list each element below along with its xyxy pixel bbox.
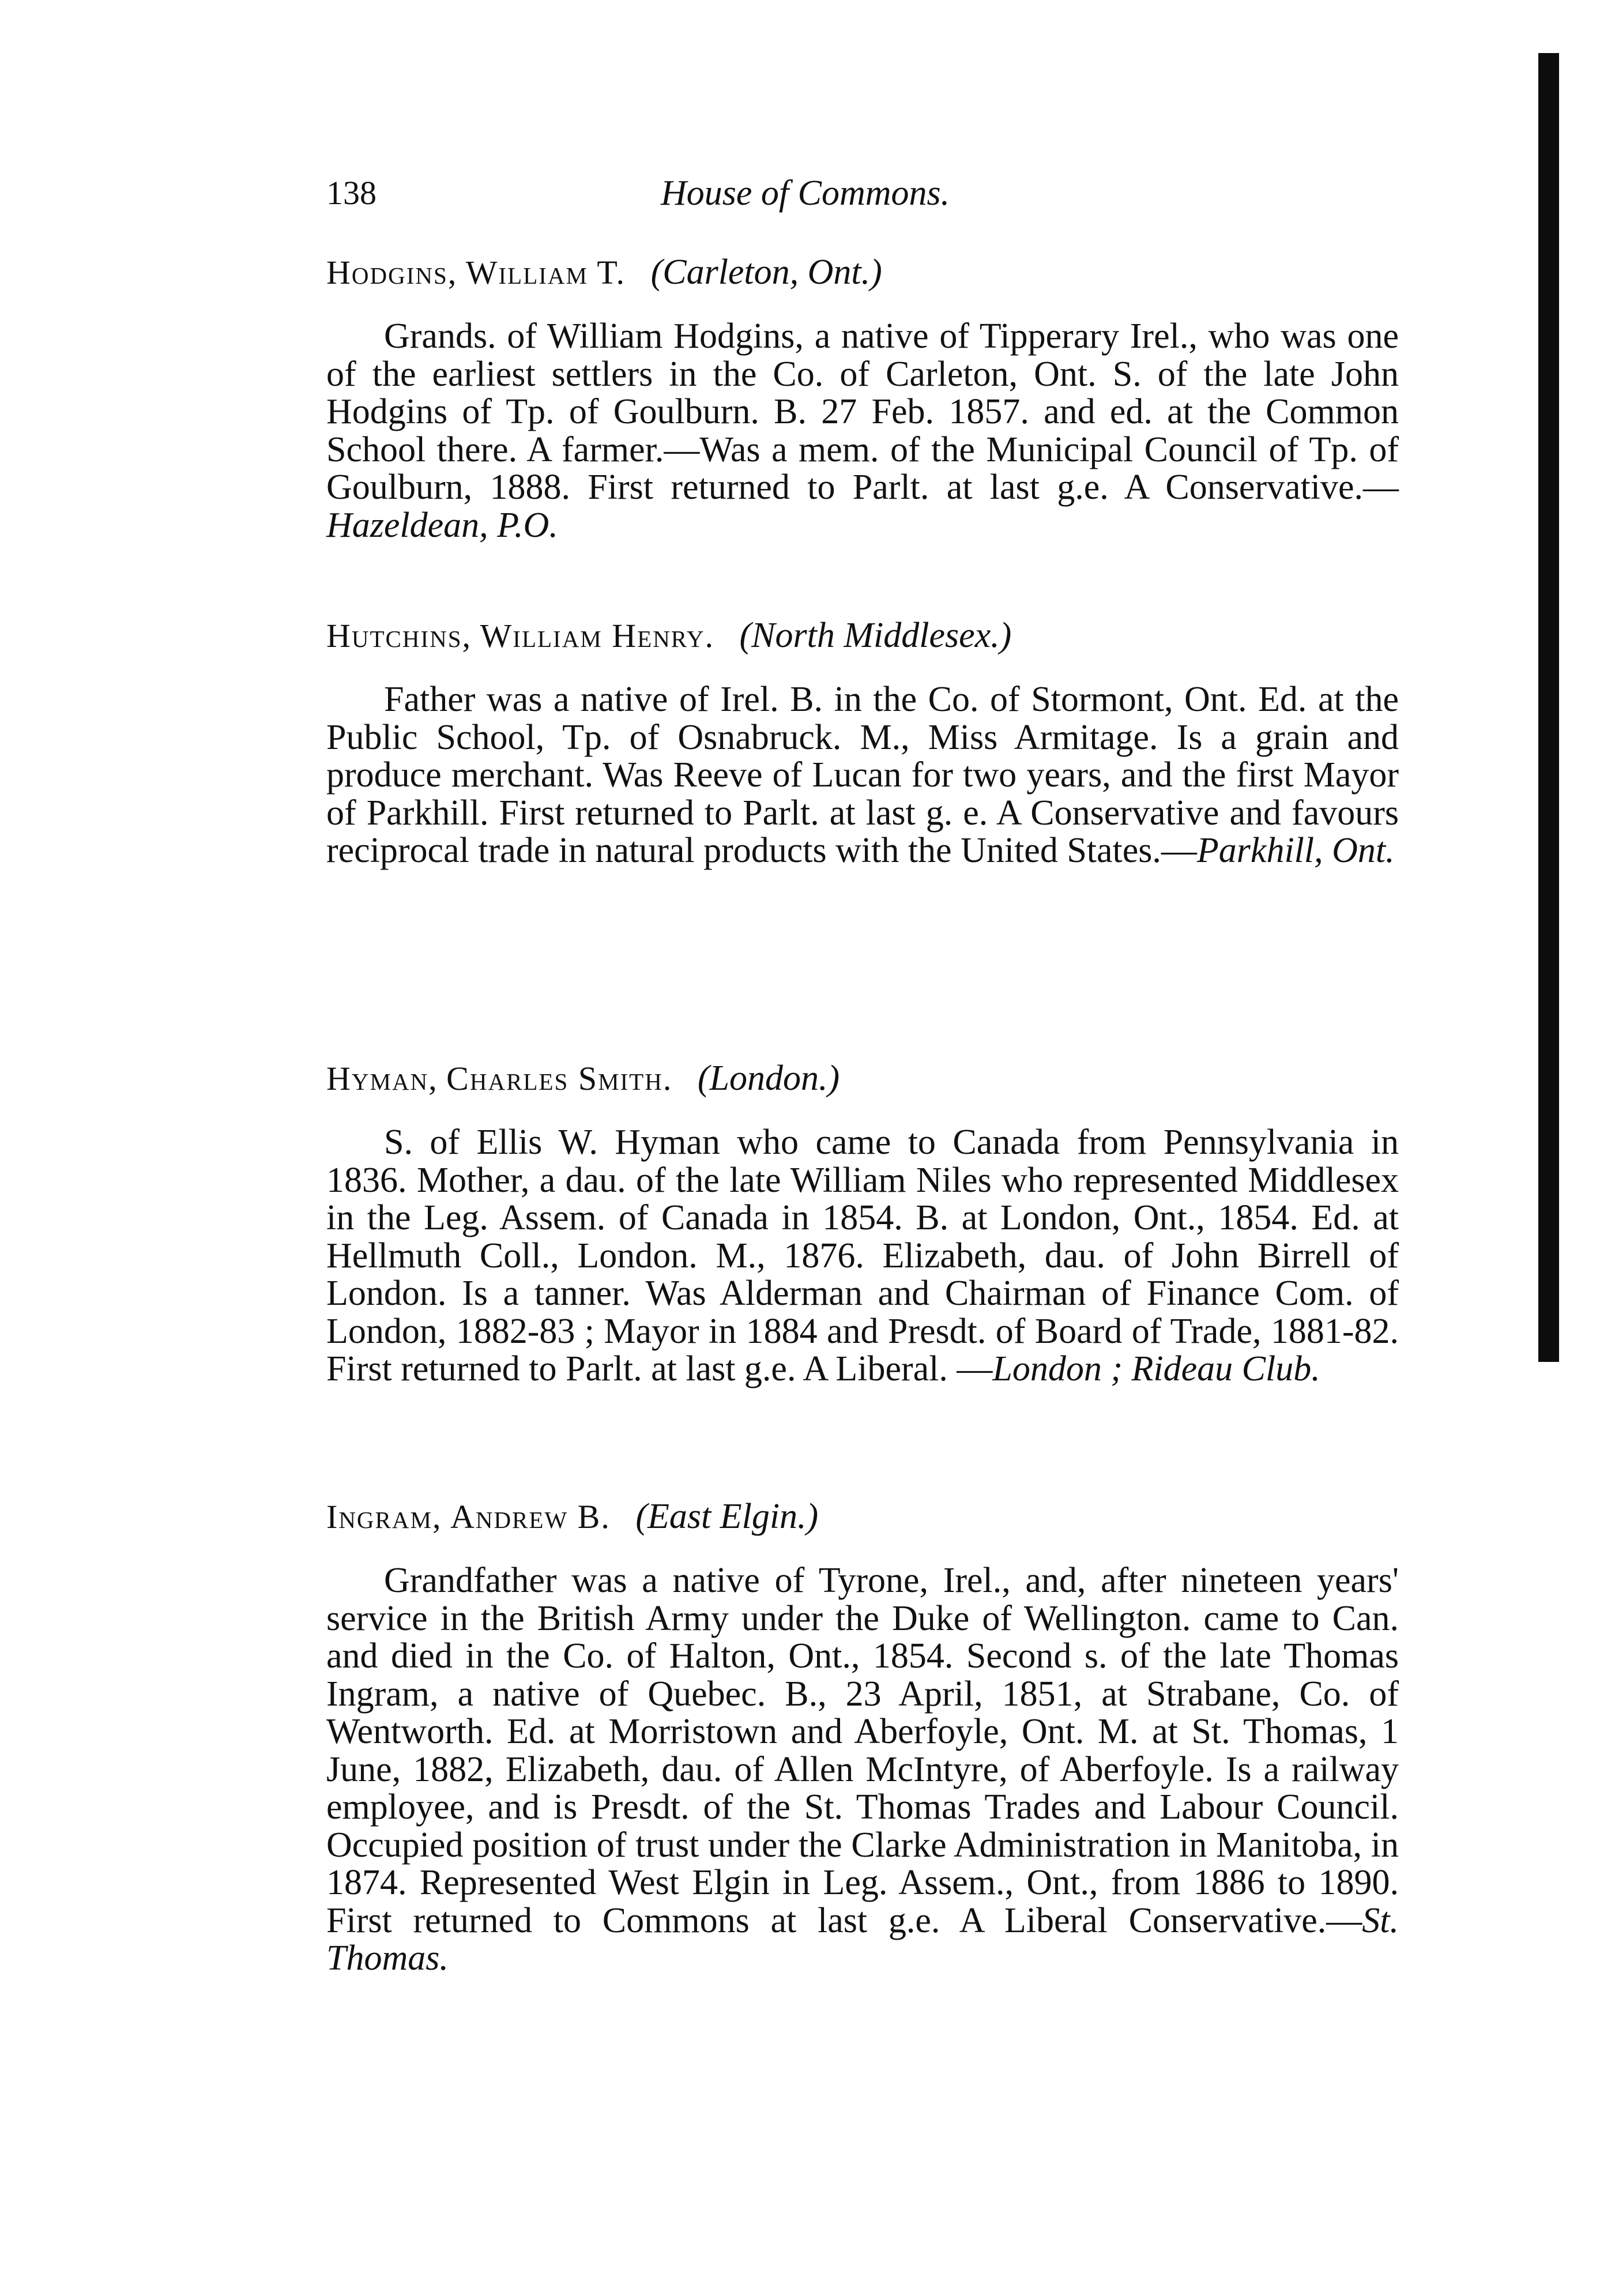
entry-riding: (East Elgin.) [635,1497,819,1536]
entry-given-names: William Henry. [480,617,714,654]
entry-surname: Ingram, [326,1498,442,1535]
running-title: House of Commons. [661,174,950,213]
entry-residence: London ; Rideau Club. [992,1349,1320,1388]
entry-riding: (London.) [697,1059,840,1098]
entry-body-text: Grands. of William Hodgins, a native of Tipperary Irel., who was one of the earliest settlers in the Co. of Carleton, Ont. S. of the late John Hodgins of Tp. of Goulburn. B. 27 Feb. 1857. and ed. at the Common School there. A farmer.—Was a mem. of the Municipal Council of Tp. of Goulburn, 1888. First returned to Parlt. at last g.e. A Conservative.— [326,317,1399,507]
scan-margin-bar [1538,53,1559,1362]
entry-body [326,1562,1399,1978]
entry-body-text: Father was a native of Irel. B. in the Co. of Stormont, Ont. Ed. at the Public School, Tp. of Osnabruck. M., Miss Armitage. Is a grain and produce merchant. Was Reeve of Lucan for two years, and the first Mayor of Parkhill. First returned to Parlt. at last g. e. A Conservative and favours reciprocal trade in natural products with the United States.— [326,680,1399,870]
entry-given-names: Charles Smith. [446,1060,673,1097]
entry-surname: Hodgins, [326,254,458,291]
entry-body [326,681,1399,870]
entry-body [326,1124,1399,1388]
entry-body-text: Grandfather was a native of Tyrone, Irel., and, after nineteen years' service in the British Army under the Duke of Wellington. came to Can. and died in the Co. of Halton, Ont., 1854. Second s. of the late Thomas Ingram, a native of Quebec. B., 23 April, 1851, at Strabane, Co. of Wentworth. Ed. at Morristown and Aberfoyle, Ont. M. at St. Thomas, 1 June, 1882, Elizabeth, dau. of Allen McIntyre, of Aberfoyle. Is a railway employee, and is Presdt. of the St. Thomas Trades and Labour Council. Occupied position of trust under the Clarke Administration in Manitoba, in 1874. Represented West Elgin in Leg. Assem., Ont., from 1886 to 1890. First returned to Commons at last g.e. A Liberal Conservative.— [326,1561,1399,1940]
entry-body-text: S. of Ellis W. Hyman who came to Canada from Pennsylvania in 1836. Mother, a dau. of the late William Niles who represented Middlesex in the Leg. Assem. of Canada in 1854. B. at London, Ont., 1854. Ed. at Hellmuth Coll., London. M., 1876. Elizabeth, dau. of John Birrell of London. Is a tanner. Was Alderman and Chairman of Finance Com. of London, 1882-83 ; Mayor in 1884 and Presdt. of Board of Trade, 1881-82. First returned to Parlt. at last g.e. A Liberal. — [326,1123,1399,1388]
entry-surname: Hyman, [326,1060,438,1097]
entry-surname: Hutchins, [326,617,472,654]
biography-entry [326,1493,1399,1978]
entry-heading [326,1055,1399,1102]
page-header [326,170,1370,228]
page-number: 138 [326,174,377,212]
entry-heading [326,249,1399,296]
entry-residence: Parkhill, Ont. [1196,831,1395,870]
entry-residence: Hazeldean, P.O. [326,505,558,545]
entry-residence: St. Thomas. [326,1900,1399,1978]
biography-entry [326,249,1399,544]
biography-entry [326,1055,1399,1388]
entry-riding: (North Middlesex.) [739,616,1012,655]
entry-body [326,318,1399,544]
entry-heading [326,612,1399,659]
biography-entry [326,612,1399,870]
entry-heading [326,1493,1399,1540]
entry-riding: (Carleton, Ont.) [650,253,882,292]
entry-given-names: Andrew B. [450,1498,611,1535]
entry-given-names: William T. [465,254,626,291]
